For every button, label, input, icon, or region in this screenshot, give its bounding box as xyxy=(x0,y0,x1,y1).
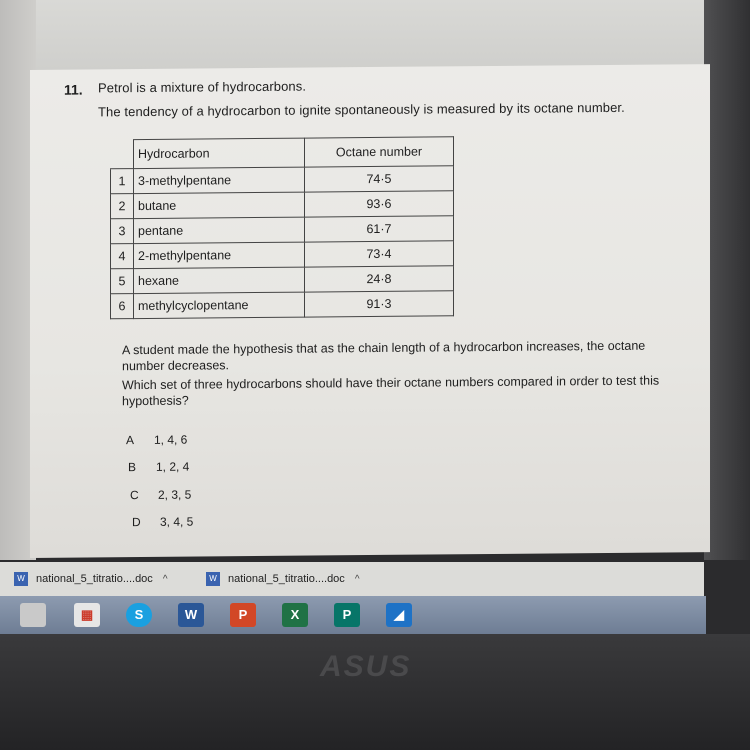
table-row xyxy=(111,291,454,319)
question-prompt: Which set of three hydrocarbons should have their octane numbers compared in order to test this hypothesis? xyxy=(122,373,660,409)
answer-option-a xyxy=(126,433,187,448)
row-number: 2 xyxy=(111,194,134,219)
header-hydrocarbon: Hydrocarbon xyxy=(134,138,305,168)
option-letter: C xyxy=(130,488,139,503)
option-letter: A xyxy=(126,433,135,448)
publisher-icon[interactable]: P xyxy=(334,603,360,627)
answer-option-b xyxy=(128,460,189,475)
octane-value: 61·7 xyxy=(305,216,454,242)
chevron-up-icon[interactable]: ^ xyxy=(162,573,168,585)
octane-table xyxy=(110,136,454,319)
monitor-bezel-top xyxy=(0,0,750,70)
hydrocarbon-name: methylcyclopentane xyxy=(134,292,305,318)
octane-value: 74·5 xyxy=(305,166,454,192)
octane-value: 24·8 xyxy=(305,266,454,292)
table-header-row xyxy=(111,137,454,169)
option-text: 3, 4, 5 xyxy=(160,514,194,529)
table-row xyxy=(111,266,454,294)
word-icon[interactable]: W xyxy=(178,603,204,627)
answer-option-c xyxy=(130,488,191,503)
table-header-spacer xyxy=(111,140,134,169)
table-row xyxy=(111,166,454,194)
option-text: 2, 3, 5 xyxy=(158,487,192,502)
octane-value: 93·6 xyxy=(305,191,454,217)
hydrocarbon-name: hexane xyxy=(134,267,305,293)
download-bar xyxy=(0,562,704,596)
monitor-bezel-right xyxy=(704,0,750,560)
excel-icon[interactable]: X xyxy=(282,603,308,627)
row-number: 1 xyxy=(111,169,134,194)
option-letter: D xyxy=(132,515,141,530)
taskbar xyxy=(0,596,706,634)
row-number: 4 xyxy=(111,244,134,269)
hydrocarbon-name: pentane xyxy=(134,217,305,243)
table-row xyxy=(111,191,454,219)
table-row xyxy=(111,216,454,244)
question-definition-line: The tendency of a hydrocarbon to ignite spontaneously is measured by its octane number. xyxy=(98,99,625,120)
row-number: 3 xyxy=(111,219,134,244)
download-item[interactable] xyxy=(206,572,360,586)
table-row xyxy=(111,241,454,269)
word-file-icon: W xyxy=(206,572,220,586)
document-page xyxy=(30,64,710,558)
download-filename: national_5_titratio....doc xyxy=(228,572,345,585)
header-octane-number: Octane number xyxy=(305,137,454,167)
octane-value: 91·3 xyxy=(305,291,454,317)
hydrocarbon-name: 2-methylpentane xyxy=(134,242,305,268)
chevron-up-icon[interactable]: ^ xyxy=(354,573,360,585)
row-number: 5 xyxy=(111,269,134,294)
monitor-brand-logo: ASUS xyxy=(320,650,412,683)
row-number: 6 xyxy=(111,294,134,319)
download-item[interactable] xyxy=(14,572,168,586)
powerpoint-icon[interactable]: P xyxy=(230,603,256,627)
remote-app-icon[interactable]: ◢ xyxy=(386,603,412,627)
question-intro-line: Petrol is a mixture of hydrocarbons. xyxy=(98,78,307,96)
download-filename: national_5_titratio....doc xyxy=(36,572,153,585)
octane-value: 73·4 xyxy=(305,241,454,267)
file-explorer-icon[interactable] xyxy=(20,603,46,627)
option-text: 1, 4, 6 xyxy=(154,432,188,447)
skype-icon[interactable]: S xyxy=(126,603,152,627)
word-file-icon: W xyxy=(14,572,28,586)
option-letter: B xyxy=(128,460,137,475)
question-number: 11. xyxy=(64,81,83,98)
hydrocarbon-name: 3-methylpentane xyxy=(134,167,305,193)
answer-option-d xyxy=(132,515,193,530)
hypothesis-text: A student made the hypothesis that as the chain length of a hydrocarbon increases, the octane number decreases. xyxy=(122,338,646,374)
option-text: 1, 2, 4 xyxy=(156,459,190,474)
app-store-icon[interactable]: ▦ xyxy=(74,603,100,627)
hydrocarbon-name: butane xyxy=(134,192,305,218)
